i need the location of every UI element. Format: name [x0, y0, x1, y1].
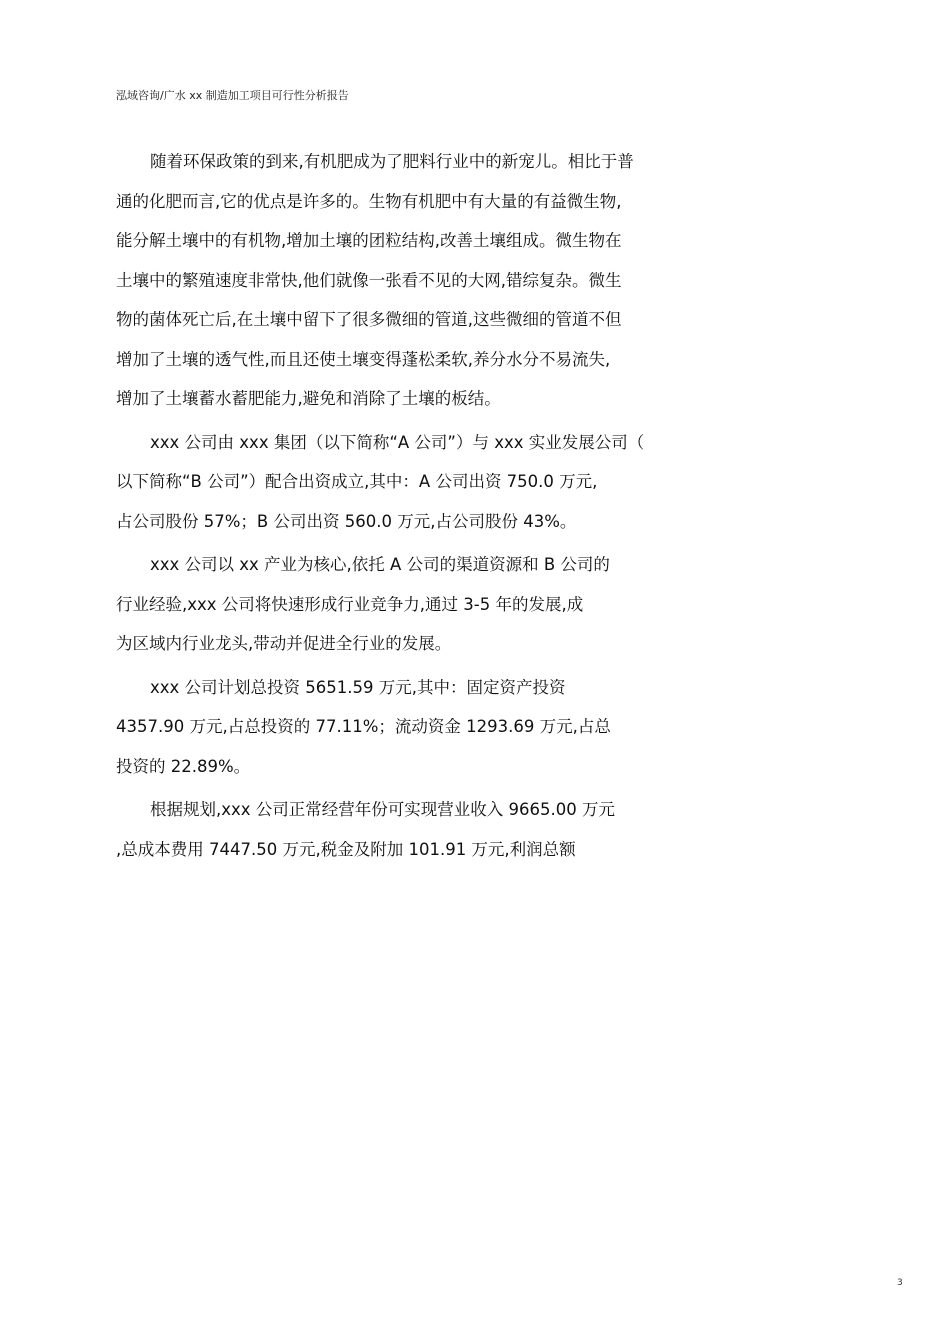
- text-line: 能分解土壤中的有机物,增加土壤的团粒结构,改善土壤组成。微生物在: [116, 231, 622, 250]
- paragraph-company-formation: [116, 427, 716, 546]
- text-line: 4357.90 万元,占总投资的 77.11%；流动资金 1293.69 万元,占总: [116, 717, 611, 736]
- page-number: 3: [897, 1278, 903, 1288]
- body-text: [116, 146, 716, 873]
- paragraph-investment: [116, 672, 716, 791]
- text-line: ,总成本费用 7447.50 万元,税金及附加 101.91 万元,利润总额: [116, 839, 576, 859]
- text-line: 以下简称“B 公司”）配合出资成立,其中：A 公司出资 750.0 万元,: [116, 472, 598, 491]
- text-line: 通的化肥而言,它的优点是许多的。生物有机肥中有大量的有益微生物,: [116, 191, 622, 211]
- text-line: 为区域内行业龙头,带动并促进全行业的发展。: [116, 634, 452, 653]
- text-line: 增加了土壤的透气性,而且还使土壤变得蓬松柔软,养分水分不易流失,: [116, 349, 611, 369]
- text-line: xxx 公司以 xx 产业为核心,依托 A 公司的渠道资源和 B 公司的: [150, 555, 610, 574]
- text-line: 投资的 22.89%。: [116, 756, 251, 776]
- text-line: 土壤中的繁殖速度非常快,他们就像一张看不见的大网,错综复杂。微生: [116, 270, 622, 290]
- text-line: xxx 公司由 xxx 集团（以下简称“A 公司”）与 xxx 实业发展公司（: [150, 432, 645, 452]
- page-header: 泓域咨询/广水 xx 制造加工项目可行性分析报告: [116, 89, 349, 102]
- paragraph-environmental: [116, 146, 716, 423]
- text-line: 根据规划,xxx 公司正常经营年份可实现营业收入 9665.00 万元: [150, 800, 616, 819]
- text-line: 占公司股份 57%；B 公司出资 560.0 万元,占公司股份 43%。: [116, 511, 577, 531]
- paragraph-company-strategy: [116, 549, 716, 668]
- text-line: 随着环保政策的到来,有机肥成为了肥料行业中的新宠儿。相比于普: [150, 152, 634, 171]
- text-line: 增加了土壤蓄水蓄肥能力,避免和消除了土壤的板结。: [116, 389, 501, 408]
- text-line: 行业经验,xxx 公司将快速形成行业竞争力,通过 3-5 年的发展,成: [116, 594, 584, 614]
- text-line: 物的菌体死亡后,在土壤中留下了很多微细的管道,这些微细的管道不但: [116, 310, 622, 329]
- paragraph-revenue-plan: [116, 794, 716, 873]
- text-line: xxx 公司计划总投资 5651.59 万元,其中：固定资产投资: [150, 677, 566, 697]
